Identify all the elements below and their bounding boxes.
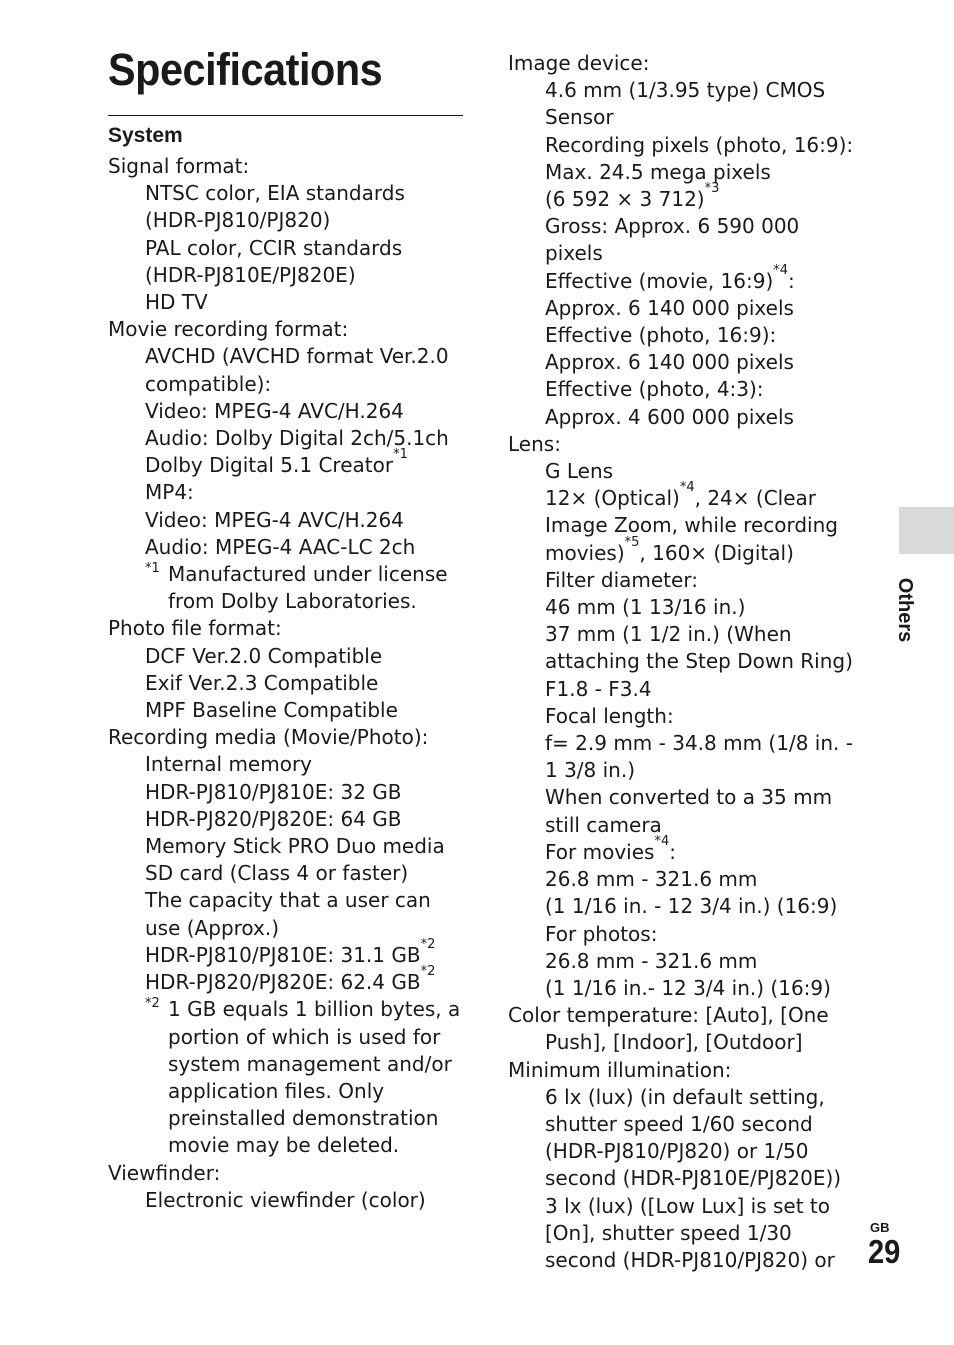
spec-line: Max. 24.5 mega pixels [545,159,771,184]
spec-line: (HDR-PJ810/PJ820) [145,208,331,233]
spec-label-minimum-illumination: Minimum illumination: [508,1057,732,1082]
spec-line: Image Zoom, while recording [545,513,838,538]
right-column [508,50,868,1274]
spec-line: MP4: [145,480,194,505]
page-region-code: GB [870,1220,890,1235]
spec-line: Sensor [545,105,614,130]
spec-line: (1 1/16 in.- 12 3/4 in.) (16:9) [545,975,831,1000]
spec-line: Gross: Approx. 6 590 000 [545,214,800,239]
spec-line: 37 mm (1 1/2 in.) (When [545,622,792,647]
spec-line: (1 1/16 in. - 12 3/4 in.) (16:9) [545,894,838,919]
footnote-ref: *1 [393,447,408,463]
footnote-text: movie may be deleted. [168,1133,400,1158]
footnote-ref: *2 [420,936,436,952]
spec-line: Approx. 6 140 000 pixels [545,350,794,375]
spec-line: Recording pixels (photo, 16:9): [545,132,854,157]
footnote-text: system management and/or [168,1051,452,1076]
spec-line: Filter diameter: [545,567,698,592]
spec-line: second (HDR-PJ810/PJ820) or [545,1247,835,1272]
footnote-marker: *2 [145,996,160,1012]
spec-line: MPF Baseline Compatible [145,698,398,723]
spec-line-effective-movie [508,262,868,295]
footnote-marker: *1 [145,561,160,577]
footnote-text: preinstalled demonstration [168,1106,439,1131]
spec-line: The capacity that a user can [145,888,431,913]
spec-text: HDR-PJ810/PJ810E: 31.1 GB [145,942,421,967]
spec-line: f= 2.9 mm - 34.8 mm (1/8 in. - [545,731,853,756]
spec-text: : [669,839,676,864]
spec-text: movies) [545,540,625,565]
spec-label-color-temperature: Color temperature: [Auto], [One [508,1003,829,1028]
spec-line: Exif Ver.2.3 Compatible [145,670,379,695]
spec-line: Memory Stick PRO Duo media [145,834,445,859]
footnote-text: from Dolby Laboratories. [168,589,417,614]
spec-text: 12× (Optical) [545,486,680,511]
left-column [108,122,468,1214]
spec-line: Approx. 6 140 000 pixels [545,295,794,320]
spec-line: Video: MPEG-4 AVC/H.264 [145,398,404,423]
spec-line-zoom [508,534,868,567]
spec-line: AVCHD (AVCHD format Ver.2.0 [145,344,449,369]
spec-line: use (Approx.) [145,915,280,940]
footnote-text: portion of which is used for [168,1024,441,1049]
page-number: 29 [868,1233,901,1270]
spec-line: shutter speed 1/60 second [545,1111,813,1136]
spec-line: HDR-PJ810/PJ810E: 32 GB [145,779,402,804]
footnote-text: 1 GB equals 1 billion bytes, a [168,997,461,1022]
spec-line: HD TV [145,290,208,315]
spec-line: NTSC color, EIA standards [145,181,405,206]
spec-line: Effective (photo, 16:9): [545,323,777,348]
spec-text: (6 592 × 3 712) [545,187,705,212]
spec-line: SD card (Class 4 or faster) [145,861,409,886]
spec-line: attaching the Step Down Ring) [545,649,853,674]
spec-line: DCF Ver.2.0 Compatible [145,643,383,668]
spec-line: [On], shutter speed 1/30 [545,1220,792,1245]
spec-line: second (HDR-PJ810E/PJ820E)) [545,1166,842,1191]
spec-line-for-movies [508,833,868,866]
spec-line: still camera [545,812,662,837]
footnote-2 [108,996,468,1159]
spec-label-movie-format: Movie recording format: [108,317,349,342]
spec-text: HDR-PJ820/PJ820E: 62.4 GB [145,970,421,995]
spec-label-photo-format: Photo file format: [108,616,282,641]
spec-text: For movies [545,839,655,864]
spec-line-zoom [508,480,868,512]
footnote-ref: *3 [704,181,720,197]
spec-line: 26.8 mm - 321.6 mm [545,948,758,973]
spec-label-viewfinder: Viewfinder: [108,1160,221,1185]
spec-line: F1.8 - F3.4 [545,676,652,701]
spec-line: Effective (photo, 4:3): [545,377,764,402]
section-heading-system: System [108,124,183,147]
spec-text: , 24× (Clear [694,486,816,511]
footnote-ref: *2 [420,964,436,980]
spec-line: G Lens [545,459,614,484]
spec-label-recording-media: Recording media (Movie/Photo): [108,725,429,750]
footnote-text: Manufactured under license [168,562,448,587]
spec-line: Audio: Dolby Digital 2ch/5.1ch [145,426,449,451]
spec-line: Focal length: [545,703,674,728]
spec-line: 6 lx (lux) (in default setting, [545,1084,825,1109]
section-tab-label: Others [894,577,917,643]
spec-text: Dolby Digital 5.1 Creator [145,453,394,478]
spec-text: : [788,268,795,293]
spec-line: (HDR-PJ810E/PJ820E) [145,262,356,287]
spec-line: When converted to a 35 mm [545,785,833,810]
spec-line-capacity [108,964,468,996]
footnote-1 [108,561,468,615]
spec-line: Internal memory [145,752,313,777]
spec-text: Effective (movie, 16:9) [545,268,774,293]
spec-line-pixels [508,181,868,213]
spec-line: 1 3/8 in.) [545,758,636,783]
footnote-ref: *4 [773,262,789,278]
spec-line: Audio: MPEG-4 AAC-LC 2ch [145,534,416,559]
page-title: Specifications [108,44,383,95]
spec-line: For photos: [545,921,658,946]
spec-line: pixels [545,241,603,266]
spec-line: PAL color, CCIR standards [145,235,403,260]
footnote-ref: *4 [679,480,695,496]
spec-line: 26.8 mm - 321.6 mm [545,867,758,892]
spec-line: 4.6 mm (1/3.95 type) CMOS [545,78,826,103]
spec-label-image-device: Image device: [508,51,650,75]
spec-line: Approx. 4 600 000 pixels [545,404,794,429]
spec-text: , 160× (Digital) [639,540,794,565]
spec-line: Electronic viewfinder (color) [145,1187,426,1212]
spec-line: compatible): [145,371,272,396]
spec-line: Push], [Indoor], [Outdoor] [545,1030,803,1055]
spec-line: 3 lx (lux) ([Low Lux] is set to [545,1193,831,1218]
spec-line: Video: MPEG-4 AVC/H.264 [145,507,404,532]
spec-line: HDR-PJ820/PJ820E: 64 GB [145,806,402,831]
section-tab-marker [899,507,954,554]
footnote-ref: *5 [624,534,640,550]
spec-line: (HDR-PJ810/PJ820) or 1/50 [545,1139,809,1164]
footnote-text: application files. Only [168,1078,385,1103]
spec-label-lens: Lens: [508,431,561,456]
spec-label-signal-format: Signal format: [108,154,250,178]
spec-line-dolby-creator [108,447,468,479]
footnote-ref: *4 [654,833,670,849]
spec-line: 46 mm (1 13/16 in.) [545,595,746,620]
title-divider [108,115,463,116]
spec-line-capacity [108,936,468,969]
